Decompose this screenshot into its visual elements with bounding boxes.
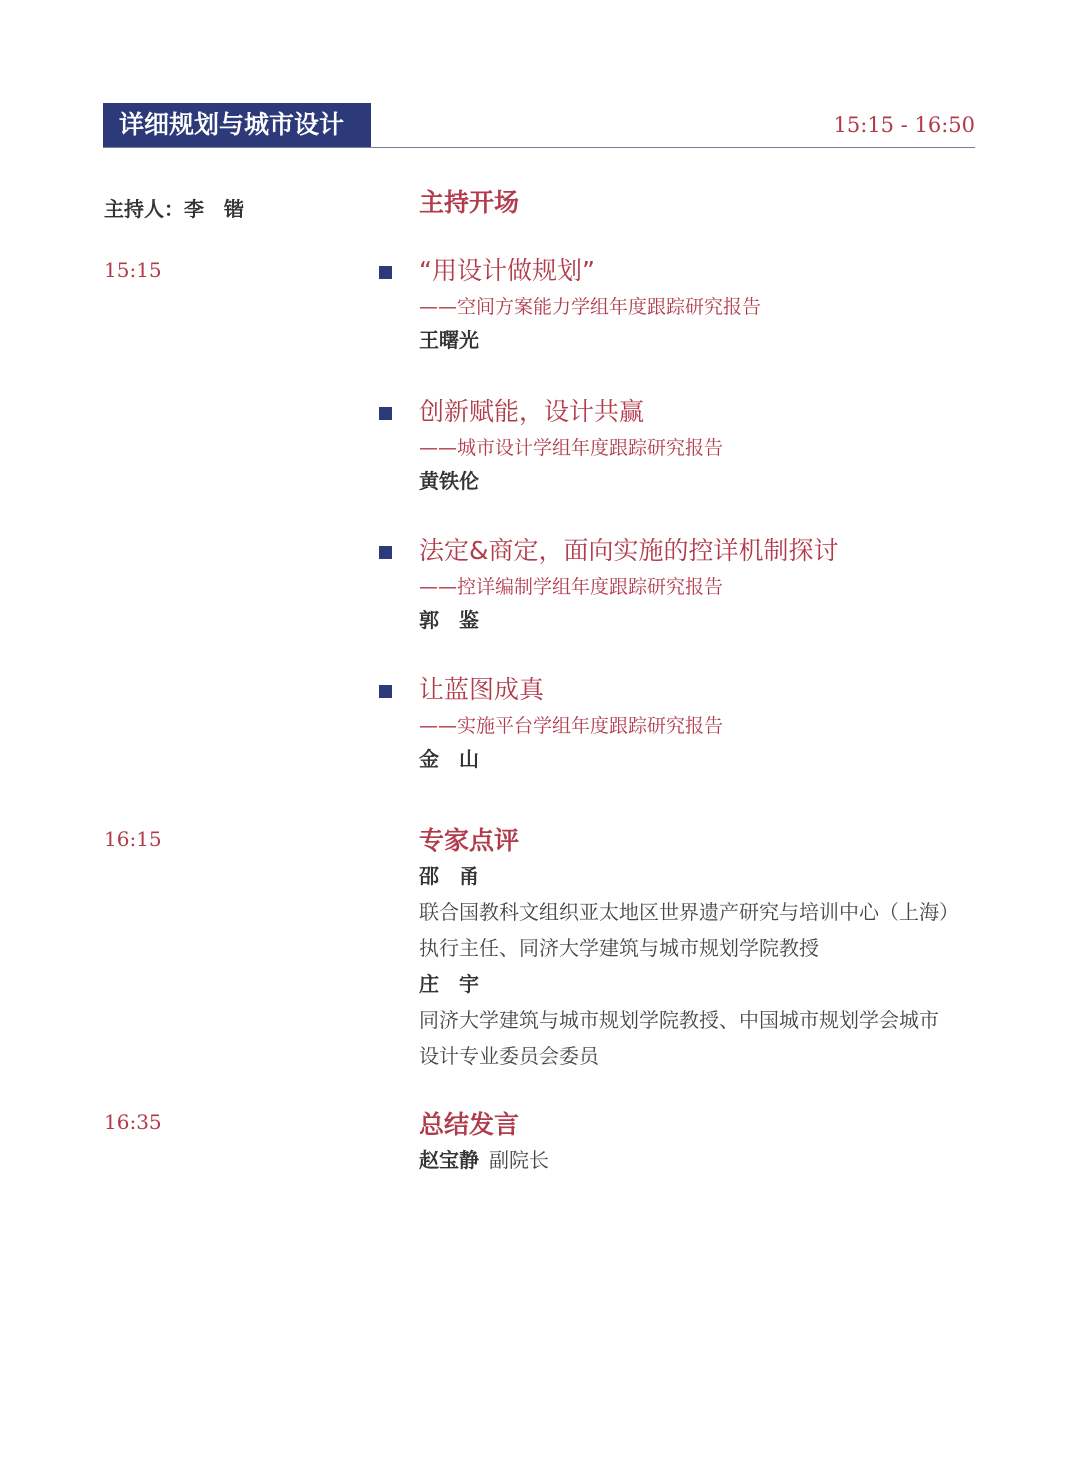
section-header bbox=[103, 103, 975, 148]
bullet-square-icon bbox=[379, 266, 392, 279]
talk-speaker: 金 山 bbox=[419, 747, 479, 771]
talk-speaker: 郭 鉴 bbox=[419, 608, 479, 632]
bullet-square-icon bbox=[379, 685, 392, 698]
talk-subtitle: ——空间方案能力学组年度跟踪研究报告 bbox=[419, 296, 762, 318]
review-block bbox=[419, 824, 999, 1074]
expert-desc: 执行主任、同济大学建筑与城市规划学院教授 bbox=[419, 936, 819, 960]
review-time: 16:15 bbox=[104, 827, 162, 851]
bullet-square-icon bbox=[379, 546, 392, 559]
summary-block bbox=[419, 1108, 999, 1178]
talk-speaker: 王曙光 bbox=[419, 328, 479, 352]
summary-title: 总结发言 bbox=[419, 1110, 520, 1139]
summary-time: 16:35 bbox=[104, 1110, 162, 1134]
talk-item bbox=[419, 673, 999, 777]
expert-desc: 同济大学建筑与城市规划学院教授、中国城市规划学会城市 bbox=[419, 1008, 939, 1032]
section-title: 详细规划与城市设计 bbox=[103, 103, 371, 147]
talk-item bbox=[419, 534, 999, 638]
talk-title: 创新赋能，设计共赢 bbox=[419, 397, 645, 426]
summary-speaker-line bbox=[419, 1142, 999, 1178]
talk-title: 法定&商定，面向实施的控详机制探讨 bbox=[419, 536, 839, 565]
expert-desc: 联合国教科文组织亚太地区世界遗产研究与培训中心（上海） bbox=[419, 900, 959, 924]
section-time-range: 15:15 - 16:50 bbox=[833, 113, 975, 137]
expert-name: 邵 甬 bbox=[419, 864, 479, 888]
talk-title: 让蓝图成真 bbox=[419, 675, 545, 704]
host-label: 主持人：李 锴 bbox=[104, 197, 244, 221]
review-title: 专家点评 bbox=[419, 826, 520, 855]
opening-block bbox=[419, 186, 999, 220]
talk-title: “用设计做规划” bbox=[419, 256, 595, 285]
talk-speaker: 黄铁伦 bbox=[419, 469, 479, 493]
talk-item bbox=[419, 395, 999, 499]
session1-time: 15:15 bbox=[104, 258, 162, 282]
opening-title: 主持开场 bbox=[419, 188, 520, 217]
talk-item bbox=[419, 254, 999, 358]
talk-subtitle: ——城市设计学组年度跟踪研究报告 bbox=[419, 437, 724, 459]
expert-desc: 设计专业委员会委员 bbox=[419, 1044, 599, 1068]
bullet-square-icon bbox=[379, 407, 392, 420]
summary-role: 副院长 bbox=[489, 1148, 549, 1172]
talk-subtitle: ——实施平台学组年度跟踪研究报告 bbox=[419, 715, 724, 737]
summary-speaker: 赵宝静 bbox=[419, 1148, 479, 1172]
talk-subtitle: ——控详编制学组年度跟踪研究报告 bbox=[419, 576, 724, 598]
expert-name: 庄 宇 bbox=[419, 972, 479, 996]
